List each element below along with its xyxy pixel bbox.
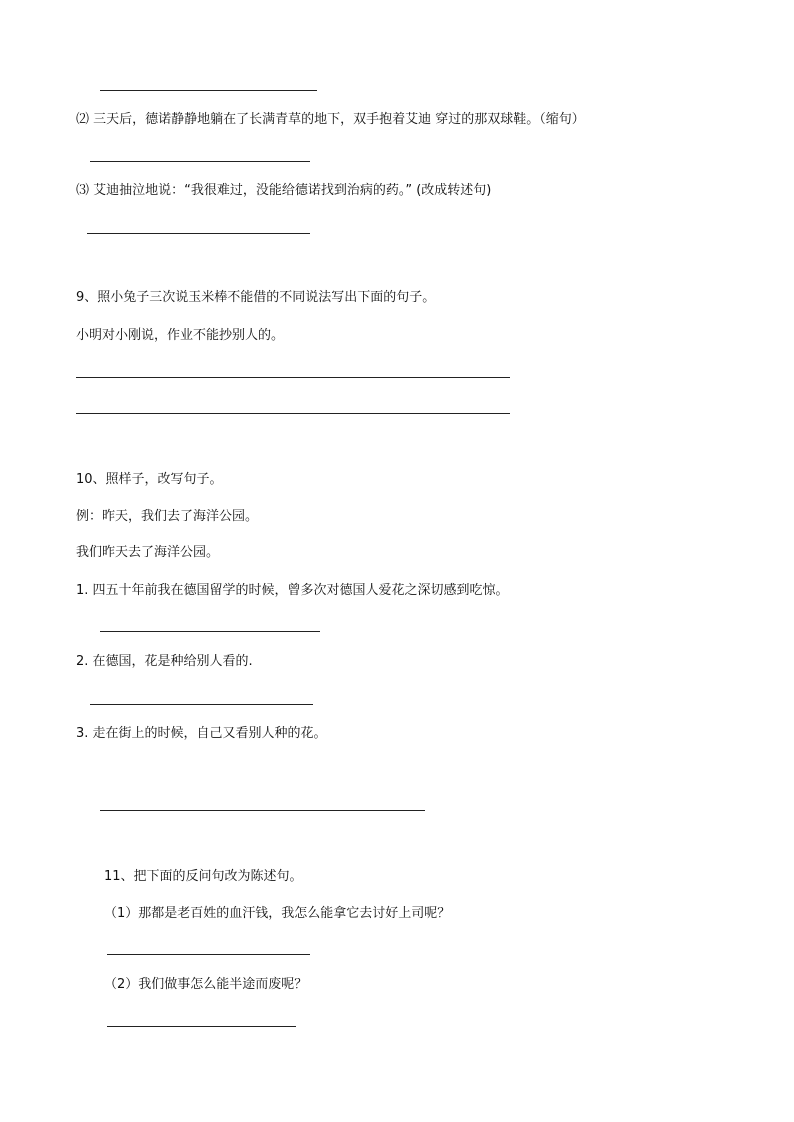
q10-item-2: 2. 在德国，花是种给别人看的. [76,654,253,669]
q10-item-3: 3. 走在街上的时候，自己又看别人种的花。 [76,726,327,741]
answer-line-q10-3[interactable] [100,810,425,811]
q10-title: 10、照样子，改写句子。 [76,472,223,487]
q9-sentence: 小明对小刚说，作业不能抄别人的。 [76,328,285,343]
q10-example-answer: 我们昨天去了海洋公园。 [76,545,220,560]
answer-line-q9-2[interactable] [76,413,510,414]
answer-line-q9-1[interactable] [76,377,510,378]
answer-line-q11-1[interactable] [107,954,310,955]
answer-line-q8-1[interactable] [100,90,317,91]
answer-line-q10-2[interactable] [90,704,313,705]
q11-item-2: （2）我们做事怎么能半途而废呢？ [104,977,308,992]
q11-item-1: （1）那都是老百姓的血汗钱，我怎么能拿它去讨好上司呢？ [104,906,451,921]
q8-item-2: ⑵ 三天后，德诺静静地躺在了长满青草的地下，双手抱着艾迪 穿过的那双球鞋。（缩句） [76,112,585,127]
q10-example: 例：昨天，我们去了海洋公园。 [76,509,259,524]
answer-line-q8-2[interactable] [90,161,310,162]
q10-item-1: 1. 四五十年前我在德国留学的时候，曾多次对德国人爱花之深切感到吃惊。 [76,583,509,598]
q9-title: 9、照小兔子三次说玉米棒不能借的不同说法写出下面的句子。 [76,290,436,305]
answer-line-q11-2[interactable] [107,1026,296,1027]
q11-title: 11、把下面的反问句改为陈述句。 [104,869,303,884]
q8-item-3: ⑶ 艾迪抽泣地说：“我很难过，没能给德诺找到治病的药。” (改成转述句) [76,183,492,198]
answer-line-q10-1[interactable] [100,631,320,632]
answer-line-q8-3[interactable] [87,233,310,234]
